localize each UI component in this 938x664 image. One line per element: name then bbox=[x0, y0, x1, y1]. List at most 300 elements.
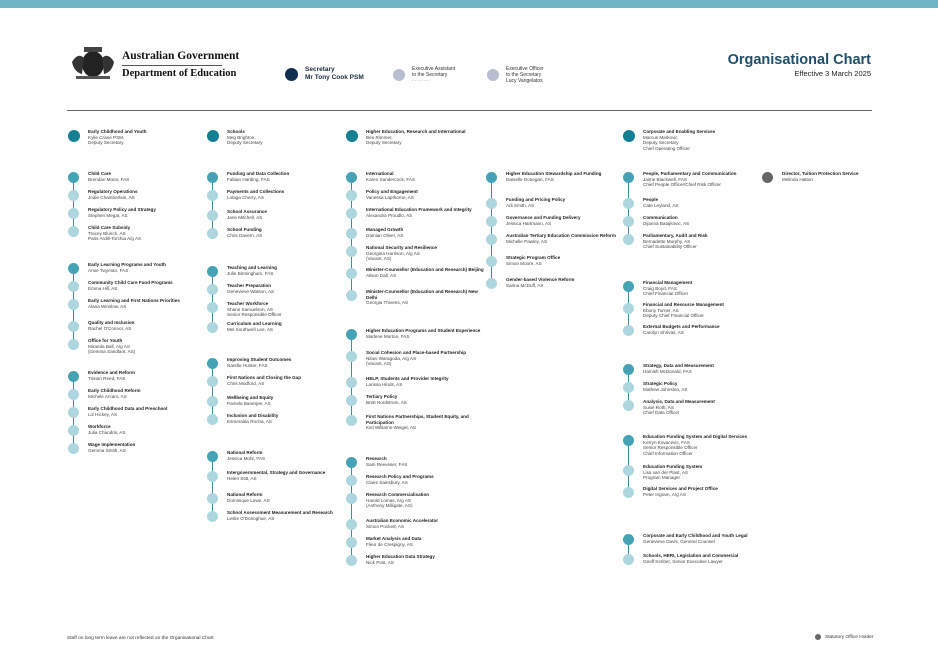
org-unit bbox=[207, 395, 347, 406]
org-unit bbox=[68, 338, 208, 355]
unit-name: Intergovernmental, Strategy and Governance bbox=[227, 470, 326, 475]
node-dot-icon bbox=[346, 537, 357, 548]
unit-name: National Reform bbox=[227, 450, 263, 455]
unit-detail: Gemma Smith, AS bbox=[88, 447, 126, 453]
unit-name: Analysis, Data and Measurement bbox=[643, 399, 715, 404]
unit-detail: (Gemma Sandlant, AS) bbox=[88, 349, 136, 355]
unit-detail: Emma Hill, AS bbox=[88, 285, 118, 291]
org-unit bbox=[68, 388, 208, 399]
node-dot-icon bbox=[68, 226, 79, 237]
unit-name: Research Policy and Programs bbox=[366, 474, 434, 479]
node-dot-icon bbox=[68, 172, 79, 183]
unit-detail: Danielle Donegan, FAS bbox=[506, 176, 554, 182]
org-unit bbox=[623, 533, 773, 544]
unit-detail: Georgia Thivens, AS bbox=[366, 300, 409, 306]
node-dot-icon bbox=[207, 451, 218, 462]
org-unit bbox=[623, 434, 773, 456]
org-unit bbox=[623, 129, 773, 151]
org-unit bbox=[346, 189, 488, 200]
unit-detail: Dijanna Batajkovic, AS bbox=[643, 220, 690, 226]
unit-name: Improving Student Outcomes bbox=[227, 357, 292, 362]
unit-name: Strategy, Data and Measurement bbox=[643, 363, 714, 368]
node-dot-icon bbox=[207, 322, 218, 333]
unit-detail: Georgina Harrison, A/g AS bbox=[366, 250, 420, 256]
unit-name: Early Learning Programs and Youth bbox=[88, 262, 166, 267]
org-unit bbox=[623, 302, 773, 319]
org-unit bbox=[346, 328, 488, 339]
unit-name: School Assessment Measurement and Research bbox=[227, 510, 333, 515]
unit-name: Teacher Preparation bbox=[227, 283, 272, 288]
org-unit bbox=[486, 171, 628, 182]
unit-name: Social Cohesion and Place-based Partnership bbox=[366, 350, 467, 355]
unit-detail: Deputy Secretary bbox=[366, 140, 402, 146]
node-dot-icon bbox=[68, 425, 79, 436]
org-unit bbox=[346, 414, 488, 431]
footer-note: Staff on long term leave are not reflected on the Organisational Chart bbox=[67, 636, 214, 641]
org-unit bbox=[68, 406, 208, 417]
coat-of-arms-icon bbox=[68, 44, 118, 82]
unit-detail: Julie Birmingham, FAS bbox=[227, 270, 274, 276]
node-dot-icon bbox=[623, 281, 634, 292]
header-divider bbox=[67, 110, 872, 111]
unit-detail: Kiel Williams-Weigel, AS bbox=[366, 425, 416, 431]
unit-name: People bbox=[643, 197, 659, 202]
unit-name: Corporate and Early Childhood and Youth Legal bbox=[643, 533, 748, 538]
org-unit bbox=[68, 207, 208, 218]
unit-detail: Vanessa Lapthorne, AS bbox=[366, 194, 414, 200]
unit-name: International Education Framework and Integrity bbox=[366, 207, 472, 212]
unit-name: Teacher Workforce bbox=[227, 301, 269, 306]
node-dot-icon bbox=[346, 475, 357, 486]
executive-officer-box bbox=[487, 66, 544, 84]
unit-name: Corporate and Enabling Services bbox=[643, 129, 716, 134]
org-unit bbox=[68, 129, 208, 146]
node-dot-icon bbox=[68, 339, 79, 350]
unit-name: Early Childhood Data and Preschool bbox=[88, 406, 168, 411]
org-unit bbox=[486, 255, 628, 266]
unit-detail: Meg Brighton, bbox=[227, 134, 256, 140]
unit-detail: Peter Ingram, A/g AS bbox=[643, 491, 686, 497]
connector-line bbox=[491, 177, 492, 283]
node-dot-icon bbox=[623, 364, 634, 375]
unit-detail: Chief Financial Officer bbox=[643, 291, 689, 297]
unit-name: Teaching and Learning bbox=[227, 265, 277, 270]
unit-detail: Chief People Officer/Chief Risk Officer bbox=[643, 182, 721, 188]
org-unit bbox=[68, 189, 208, 200]
unit-name: Payments and Collections bbox=[227, 189, 285, 194]
unit-detail: (Vacant, AS) bbox=[366, 361, 392, 367]
unit-detail: Genevieve Watson, AS bbox=[227, 288, 275, 294]
org-unit bbox=[68, 171, 208, 182]
unit-detail: Dominique Lowe, AS bbox=[227, 497, 270, 503]
unit-detail: Mel Southwell Lee, AS bbox=[227, 326, 273, 332]
secretary-dot-icon bbox=[285, 68, 298, 81]
unit-detail: Senior Responsible Officer bbox=[227, 312, 282, 318]
unit-name: First Nations Partnerships, Student Equity, and Participation bbox=[366, 414, 469, 425]
eo-role-1: Executive Officer bbox=[506, 66, 544, 72]
node-dot-icon bbox=[68, 443, 79, 454]
unit-detail: Mathew Johnston, AS bbox=[643, 386, 688, 392]
unit-detail: Brendan Moon, FAS bbox=[88, 176, 130, 182]
unit-name: Digital Services and Project Office bbox=[643, 486, 718, 491]
government-logo bbox=[68, 44, 240, 84]
node-dot-icon bbox=[346, 190, 357, 201]
org-unit bbox=[207, 357, 347, 368]
unit-detail: Alana Winslow, AS bbox=[88, 303, 127, 309]
org-unit bbox=[68, 298, 208, 309]
node-dot-icon bbox=[207, 376, 218, 387]
unit-detail: Paris Ardill-Torchia A/g AS bbox=[88, 236, 142, 242]
unit-detail: Michelle Pawley, AS bbox=[506, 238, 548, 244]
unit-name: Community Child Care Fund Programs bbox=[88, 280, 173, 285]
org-unit bbox=[623, 171, 773, 188]
unit-name: Australian Economic Accelerator bbox=[366, 518, 439, 523]
org-unit bbox=[346, 289, 488, 306]
unit-name: Education Funding System and Digital Services bbox=[643, 434, 748, 439]
node-dot-icon bbox=[486, 234, 497, 245]
unit-name: Funding and Pricing Policy bbox=[506, 197, 566, 202]
node-dot-icon bbox=[623, 465, 634, 476]
org-unit bbox=[486, 233, 628, 244]
logo-line2: Department of Education bbox=[122, 68, 237, 79]
unit-detail: Deputy Secretary bbox=[227, 140, 263, 146]
node-dot-icon bbox=[346, 493, 357, 504]
node-dot-icon bbox=[68, 407, 79, 418]
unit-name: National Reform bbox=[227, 492, 263, 497]
org-unit bbox=[68, 320, 208, 331]
org-unit bbox=[346, 474, 488, 485]
node-dot-icon bbox=[207, 284, 218, 295]
node-dot-icon bbox=[346, 290, 357, 301]
node-dot-icon bbox=[207, 302, 218, 313]
unit-detail: Rachel O'Connor, AS bbox=[88, 325, 132, 331]
unit-detail: Bernadette Murphy, AS bbox=[643, 238, 691, 244]
org-unit bbox=[346, 394, 488, 405]
connector-line bbox=[73, 177, 74, 231]
node-dot-icon bbox=[623, 400, 634, 411]
ea-name: - - - - - - bbox=[412, 78, 429, 84]
unit-name: Research bbox=[366, 456, 387, 461]
unit-detail: Lisa van der Plast, AS bbox=[643, 469, 688, 475]
node-dot-icon bbox=[346, 415, 357, 426]
unit-name: Director, Tuition Protection Service bbox=[782, 171, 859, 176]
unit-name: Evidence and Reform bbox=[88, 370, 135, 375]
unit-name: Inclusion and Disability bbox=[227, 413, 279, 418]
unit-name: Schools bbox=[227, 129, 245, 134]
node-dot-icon bbox=[623, 487, 634, 498]
unit-detail: Chief Sustainability Officer bbox=[643, 244, 697, 250]
unit-name: Governance and Funding Delivery bbox=[506, 215, 581, 220]
unit-detail: (Vacant, AS) bbox=[366, 256, 392, 262]
unit-detail: Marcus Markovic bbox=[643, 134, 678, 140]
unit-detail: Chris Modford, AS bbox=[227, 380, 265, 386]
eo-name: Lucy Vangelatos bbox=[506, 78, 543, 84]
org-unit bbox=[68, 370, 208, 381]
node-dot-icon bbox=[486, 278, 497, 289]
node-dot-icon bbox=[623, 303, 634, 314]
unit-detail: Deputy Chief Financial Officer bbox=[643, 313, 704, 319]
unit-detail: Claire Sainsbury, AS bbox=[366, 479, 408, 485]
node-dot-icon bbox=[623, 554, 634, 565]
unit-detail: Liz Hickey, AS bbox=[88, 411, 118, 417]
unit-name: Financial and Resource Management bbox=[643, 302, 724, 307]
unit-detail: Jessica Mohr, FAS bbox=[227, 455, 266, 461]
org-unit bbox=[68, 225, 208, 242]
org-unit bbox=[486, 215, 628, 226]
unit-detail: Tracey Blunch, AS bbox=[88, 230, 126, 236]
unit-name: Wage Implementation bbox=[88, 442, 136, 447]
org-unit bbox=[623, 280, 773, 297]
org-unit bbox=[346, 171, 488, 182]
unit-detail: Alexandra Proudlo, AS bbox=[366, 212, 413, 218]
unit-detail: Deputy Secretary bbox=[643, 140, 679, 146]
unit-detail: Jane Mitchell, AS bbox=[227, 214, 263, 220]
ea-role-2: to the Secretary bbox=[412, 72, 448, 78]
unit-detail: Geoff Kimber, Senior Executive Lawyer bbox=[643, 558, 723, 564]
executive-officer-dot-icon bbox=[487, 69, 499, 81]
unit-name: Early Learning and First Nations Priorities bbox=[88, 298, 180, 303]
node-dot-icon bbox=[486, 198, 497, 209]
unit-name: Research Commercialisation bbox=[366, 492, 430, 497]
unit-name: Minister-Counsellor (Education and Research) Beijing bbox=[366, 267, 484, 272]
node-dot-icon bbox=[68, 321, 79, 332]
unit-name: First Nations and Closing the Gap bbox=[227, 375, 302, 380]
node-dot-icon bbox=[207, 511, 218, 522]
node-dot-icon bbox=[346, 377, 357, 388]
org-unit bbox=[346, 456, 488, 467]
org-unit bbox=[207, 227, 347, 238]
org-unit bbox=[486, 277, 628, 288]
unit-detail: Sam Reeveser, FAS bbox=[366, 461, 408, 467]
unit-detail: Pamela Banerjee, AS bbox=[227, 400, 271, 406]
org-unit bbox=[623, 233, 773, 250]
secretary-name: Mr Tony Cook PSM bbox=[305, 74, 364, 81]
node-dot-icon bbox=[346, 519, 357, 530]
legend bbox=[815, 634, 873, 640]
node-dot-icon bbox=[486, 172, 497, 183]
unit-detail: Larissa Hinds, AS bbox=[366, 381, 403, 387]
chart-title-block bbox=[728, 52, 871, 78]
unit-name: Higher Education, Research and International bbox=[366, 129, 466, 134]
unit-detail: Chris Davern, AS bbox=[227, 232, 263, 238]
legend-label: Statutory Office Holder bbox=[825, 634, 874, 640]
node-dot-icon bbox=[623, 435, 634, 446]
node-dot-icon bbox=[346, 268, 357, 279]
unit-name: Wellbeing and Equity bbox=[227, 395, 274, 400]
unit-detail: Harold Lomas, A/g AS bbox=[366, 497, 411, 503]
node-dot-icon bbox=[623, 216, 634, 227]
unit-detail: Ben Rimmer, bbox=[366, 134, 393, 140]
node-dot-icon bbox=[623, 172, 634, 183]
node-dot-icon bbox=[346, 395, 357, 406]
page-title: Organisational Chart bbox=[727, 52, 871, 68]
executive-assistant-dot-icon bbox=[393, 69, 405, 81]
org-unit bbox=[207, 450, 347, 461]
node-dot-icon bbox=[68, 130, 80, 142]
unit-detail: Esmeralda Rocha, AS bbox=[227, 418, 272, 424]
node-dot-icon bbox=[68, 281, 79, 292]
unit-detail: Anne Twyman, FAS bbox=[88, 267, 129, 273]
org-unit bbox=[68, 442, 208, 453]
org-unit bbox=[346, 492, 488, 509]
unit-name: School Assurance bbox=[227, 209, 267, 214]
org-unit bbox=[346, 554, 488, 565]
node-dot-icon bbox=[207, 493, 218, 504]
org-unit bbox=[207, 510, 347, 521]
unit-detail: Helen Stitt, AS bbox=[227, 475, 257, 481]
unit-detail: Nick Post, AS bbox=[366, 559, 394, 565]
unit-detail: Deputy Secretary bbox=[88, 140, 124, 146]
ea-role-1: Executive Assistant bbox=[412, 66, 456, 72]
unit-detail: Melinda Hatton bbox=[782, 176, 813, 182]
unit-name: Early Childhood and Youth bbox=[88, 129, 147, 134]
secretary-box bbox=[285, 66, 364, 82]
unit-detail: Marlene Morton, FAS bbox=[366, 333, 410, 339]
unit-detail: Simon Pockett, AS bbox=[366, 523, 405, 529]
unit-name: Tertiary Policy bbox=[366, 394, 398, 399]
node-dot-icon bbox=[346, 130, 358, 142]
org-unit bbox=[346, 518, 488, 529]
unit-detail: Susie Roth, AS bbox=[643, 404, 674, 410]
effective-date: Effective 3 March 2025 bbox=[794, 69, 871, 78]
unit-detail: Genevieve Davis, General Counsel bbox=[643, 538, 715, 544]
unit-detail: (Anthony Milligate, AS) bbox=[366, 503, 413, 509]
unit-name: Financial Management bbox=[643, 280, 693, 285]
unit-name: Australian Tertiary Education Commission Reform bbox=[506, 233, 616, 238]
org-unit bbox=[623, 399, 773, 416]
org-unit bbox=[346, 245, 488, 262]
unit-name: Funding and Data Collection bbox=[227, 171, 290, 176]
node-dot-icon bbox=[207, 172, 218, 183]
node-dot-icon bbox=[486, 216, 497, 227]
node-dot-icon bbox=[346, 457, 357, 468]
connector-line bbox=[212, 177, 213, 233]
node-dot-icon bbox=[207, 228, 218, 239]
node-dot-icon bbox=[623, 325, 634, 336]
unit-detail: Jodie Chamberlain, AS bbox=[88, 194, 135, 200]
unit-name: Regulatory Policy and Strategy bbox=[88, 207, 156, 212]
unit-detail: Ebony Turner, AS bbox=[643, 307, 679, 313]
unit-detail: Kylie Crane PSM, bbox=[88, 134, 125, 140]
connector-line bbox=[212, 363, 213, 419]
node-dot-icon bbox=[207, 130, 219, 142]
unit-detail: Miranda Ball, A/g AS bbox=[88, 343, 130, 349]
node-dot-icon bbox=[207, 210, 218, 221]
unit-detail: Nilani Waragoda, A/g AS bbox=[366, 355, 417, 361]
unit-name: International bbox=[366, 171, 394, 176]
unit-detail: Jessica Hartmann, AS bbox=[506, 220, 552, 226]
node-dot-icon bbox=[623, 382, 634, 393]
unit-detail: Karen Sandercock, FAS bbox=[366, 176, 416, 182]
unit-name: Office for Youth bbox=[88, 338, 123, 343]
node-dot-icon bbox=[346, 555, 357, 566]
node-dot-icon bbox=[207, 396, 218, 407]
unit-detail: Narelle Hunter, FAS bbox=[227, 362, 268, 368]
node-dot-icon bbox=[623, 234, 634, 245]
node-dot-icon bbox=[68, 263, 79, 274]
unit-name: Curriculum and Learning bbox=[227, 321, 282, 326]
node-dot-icon bbox=[623, 534, 634, 545]
unit-name: Higher Education Stewardship and Funding bbox=[506, 171, 602, 176]
unit-name: Education Funding System bbox=[643, 464, 703, 469]
unit-name: People, Parliamentary and Communication bbox=[643, 171, 737, 176]
unit-detail: Damian Oliver, AS bbox=[366, 232, 404, 238]
eo-role-2: to the Secretary bbox=[506, 72, 542, 78]
org-unit bbox=[623, 553, 773, 564]
node-dot-icon bbox=[68, 208, 79, 219]
org-unit bbox=[346, 129, 488, 146]
unit-name: Gender-based Violence Reform bbox=[506, 277, 575, 282]
unit-name: Managed Growth bbox=[366, 227, 404, 232]
node-dot-icon bbox=[762, 172, 773, 183]
unit-detail: Carolyn Shrivas, AS bbox=[643, 329, 684, 335]
unit-name: Child Care Subsidy bbox=[88, 225, 131, 230]
unit-detail: Hamish McDonald, FAS bbox=[643, 368, 692, 374]
org-unit bbox=[762, 171, 902, 182]
node-dot-icon bbox=[68, 299, 79, 310]
unit-detail: Brett Nordstrom, AS bbox=[366, 399, 407, 405]
unit-name: Quality and Inclusion bbox=[88, 320, 135, 325]
unit-name: Schools, HERI, Legislation and Commercial bbox=[643, 553, 739, 558]
unit-name: External Budgets and Performance bbox=[643, 324, 720, 329]
node-dot-icon bbox=[486, 256, 497, 267]
logo-line1: Australian Government bbox=[122, 50, 240, 62]
node-dot-icon bbox=[207, 266, 218, 277]
connector-line bbox=[212, 271, 213, 327]
unit-detail: Senior Responsible Officer bbox=[643, 445, 698, 451]
org-unit bbox=[207, 265, 347, 276]
org-unit bbox=[623, 464, 773, 481]
org-unit bbox=[346, 207, 488, 218]
org-unit bbox=[207, 189, 347, 200]
unit-detail: Lolaga Cherry, AS bbox=[227, 194, 264, 200]
org-unit bbox=[623, 486, 773, 497]
org-unit bbox=[207, 492, 347, 503]
org-unit bbox=[207, 209, 347, 220]
top-accent-bar bbox=[0, 0, 938, 8]
unit-detail: Fleur de Crespigny, AS bbox=[366, 541, 413, 547]
org-unit bbox=[623, 363, 773, 374]
unit-detail: Adi Smith, AS bbox=[506, 202, 535, 208]
org-unit bbox=[207, 171, 347, 182]
unit-name: Child Care bbox=[88, 171, 111, 176]
unit-detail: Jaime Blackwell, FAS bbox=[643, 176, 687, 182]
unit-name: Early Childhood Reform bbox=[88, 388, 141, 393]
unit-detail: Shane Samuelson, AS bbox=[227, 306, 273, 312]
org-unit bbox=[207, 375, 347, 386]
unit-detail: Stephen Megar, AS bbox=[88, 212, 128, 218]
unit-name: HELP, Students and Provider Integrity bbox=[366, 376, 449, 381]
unit-detail: Tristan Reed, FAS bbox=[88, 375, 126, 381]
org-unit bbox=[486, 197, 628, 208]
node-dot-icon bbox=[623, 130, 635, 142]
org-unit bbox=[623, 215, 773, 226]
node-dot-icon bbox=[346, 246, 357, 257]
connector-line bbox=[212, 456, 213, 516]
node-dot-icon bbox=[346, 329, 357, 340]
unit-name: School Funding bbox=[227, 227, 262, 232]
unit-name: Market Analysis and Data bbox=[366, 536, 422, 541]
unit-detail: Program Manager bbox=[643, 475, 681, 481]
unit-name: Communication bbox=[643, 215, 678, 220]
org-unit bbox=[68, 424, 208, 435]
unit-name: Higher Education Data Strategy bbox=[366, 554, 435, 559]
org-unit bbox=[207, 129, 347, 146]
node-dot-icon bbox=[68, 389, 79, 400]
unit-name: Strategic Program Office bbox=[506, 255, 561, 260]
node-dot-icon bbox=[346, 351, 357, 362]
org-unit bbox=[68, 262, 208, 273]
